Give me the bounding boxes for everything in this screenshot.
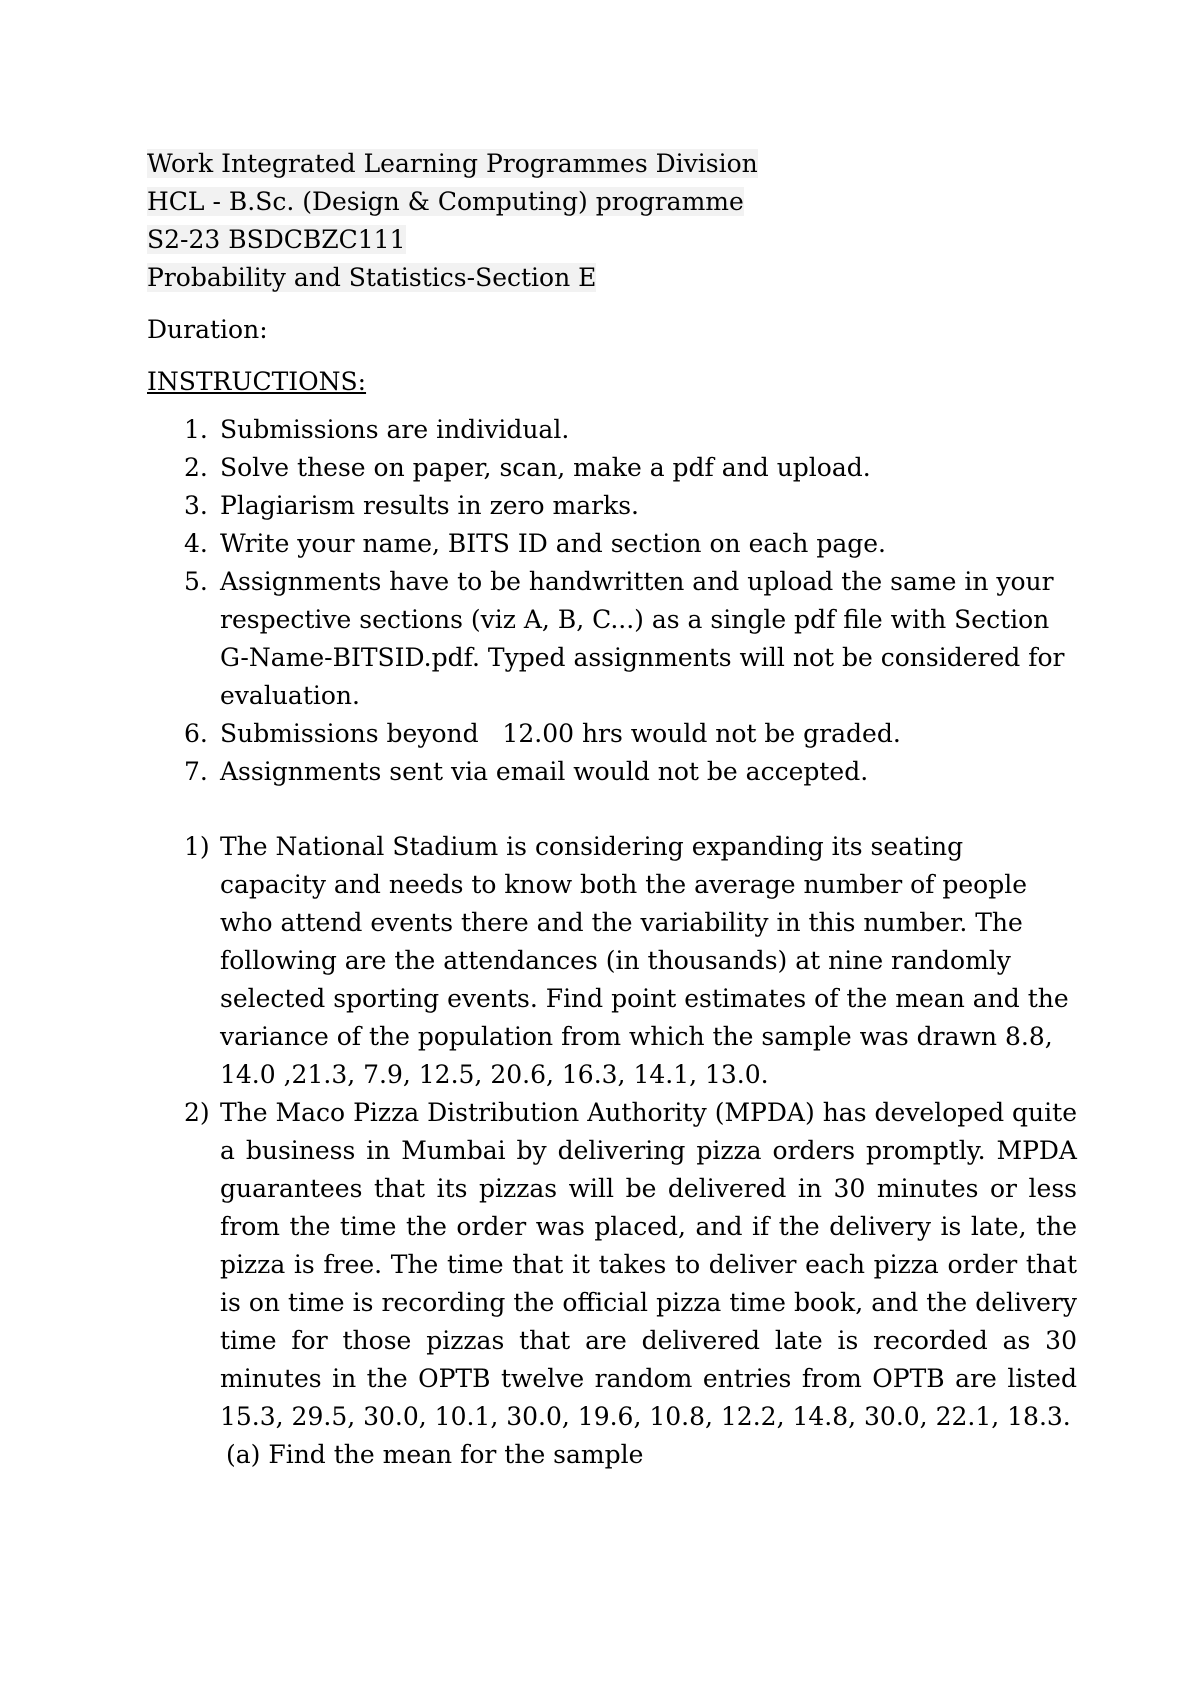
instruction-number: 5. — [184, 567, 208, 596]
document-content — [147, 145, 1077, 1474]
instruction-text: Assignments have to be handwritten and upload the same in your respective sections (viz A, B, C...) as a single pdf file with Section G-Name-BITSID.pdf. Typed assignments will not be considered for evaluation. — [220, 567, 1073, 710]
instruction-item — [147, 715, 1077, 753]
instruction-item — [147, 411, 1077, 449]
instruction-number: 2. — [184, 453, 208, 482]
instruction-item — [147, 753, 1077, 791]
question-number: 1) — [184, 832, 210, 861]
instruction-item — [147, 525, 1077, 563]
question-text: The National Stadium is considering expanding its seating capacity and needs to know both the average number of people who attend events there and the variability in this number. The following are the attendances (in thousands) at nine randomly selected sporting events. Find point estimates of the mean and the variance of the population from which the sample was drawn 8.8, 14.0 ,21.3, 7.9, 12.5, 20.6, 16.3, 14.1, 13.0. — [220, 832, 1069, 1089]
instruction-number: 6. — [184, 719, 208, 748]
instruction-text: Solve these on paper, scan, make a pdf and upload. — [220, 453, 871, 482]
question-text: The Maco Pizza Distribution Authority (MPDA) has developed quite a business in Mumbai by delivering pizza orders promptly. MPDA guarantees that its pizzas will be delivered in 30 minutes or less from the time the order was placed, and if the delivery is late, the pizza is free. The time that it takes to deliver each pizza order that is on time is recording the official pizza time book, and the delivery time for those pizzas that are delivered late is recorded as 30 minutes in the OPTB twelve random entries from OPTB are listed 15.3, 29.5, 30.0, 10.1, 30.0, 19.6, 10.8, 12.2, 14.8, 30.0, 22.1, 18.3. — [220, 1098, 1077, 1431]
duration-label: Duration: — [147, 315, 268, 344]
instruction-number: 1. — [184, 415, 208, 444]
spacer — [147, 791, 1077, 828]
instruction-number: 3. — [184, 491, 208, 520]
instructions-title: INSTRUCTIONS: — [147, 367, 367, 396]
instruction-text: Write your name, BITS ID and section on each page. — [220, 529, 886, 558]
instruction-text: Submissions are individual. — [220, 415, 570, 444]
programme-heading: HCL - B.Sc. (Design & Computing) programme — [147, 187, 744, 216]
questions-list — [147, 828, 1077, 1474]
instruction-item — [147, 449, 1077, 487]
course-code-heading: S2-23 BSDCBZC111 — [147, 225, 406, 254]
question-item — [147, 828, 1077, 1094]
instruction-text: Submissions beyond 12.00 hrs would not be graded. — [220, 719, 901, 748]
instruction-text: Plagiarism results in zero marks. — [220, 491, 639, 520]
instructions-list — [147, 411, 1077, 791]
instruction-item — [147, 563, 1077, 715]
division-heading: Work Integrated Learning Programmes Division — [147, 149, 758, 178]
instruction-number: 7. — [184, 757, 208, 786]
question-item — [147, 1094, 1077, 1474]
course-title-heading: Probability and Statistics-Section E — [147, 263, 597, 292]
question-number: 2) — [184, 1098, 210, 1127]
instruction-text: Assignments sent via email would not be accepted. — [220, 757, 869, 786]
question-subpart: (a) Find the mean for the sample — [226, 1440, 644, 1469]
instruction-number: 4. — [184, 529, 208, 558]
instruction-item — [147, 487, 1077, 525]
